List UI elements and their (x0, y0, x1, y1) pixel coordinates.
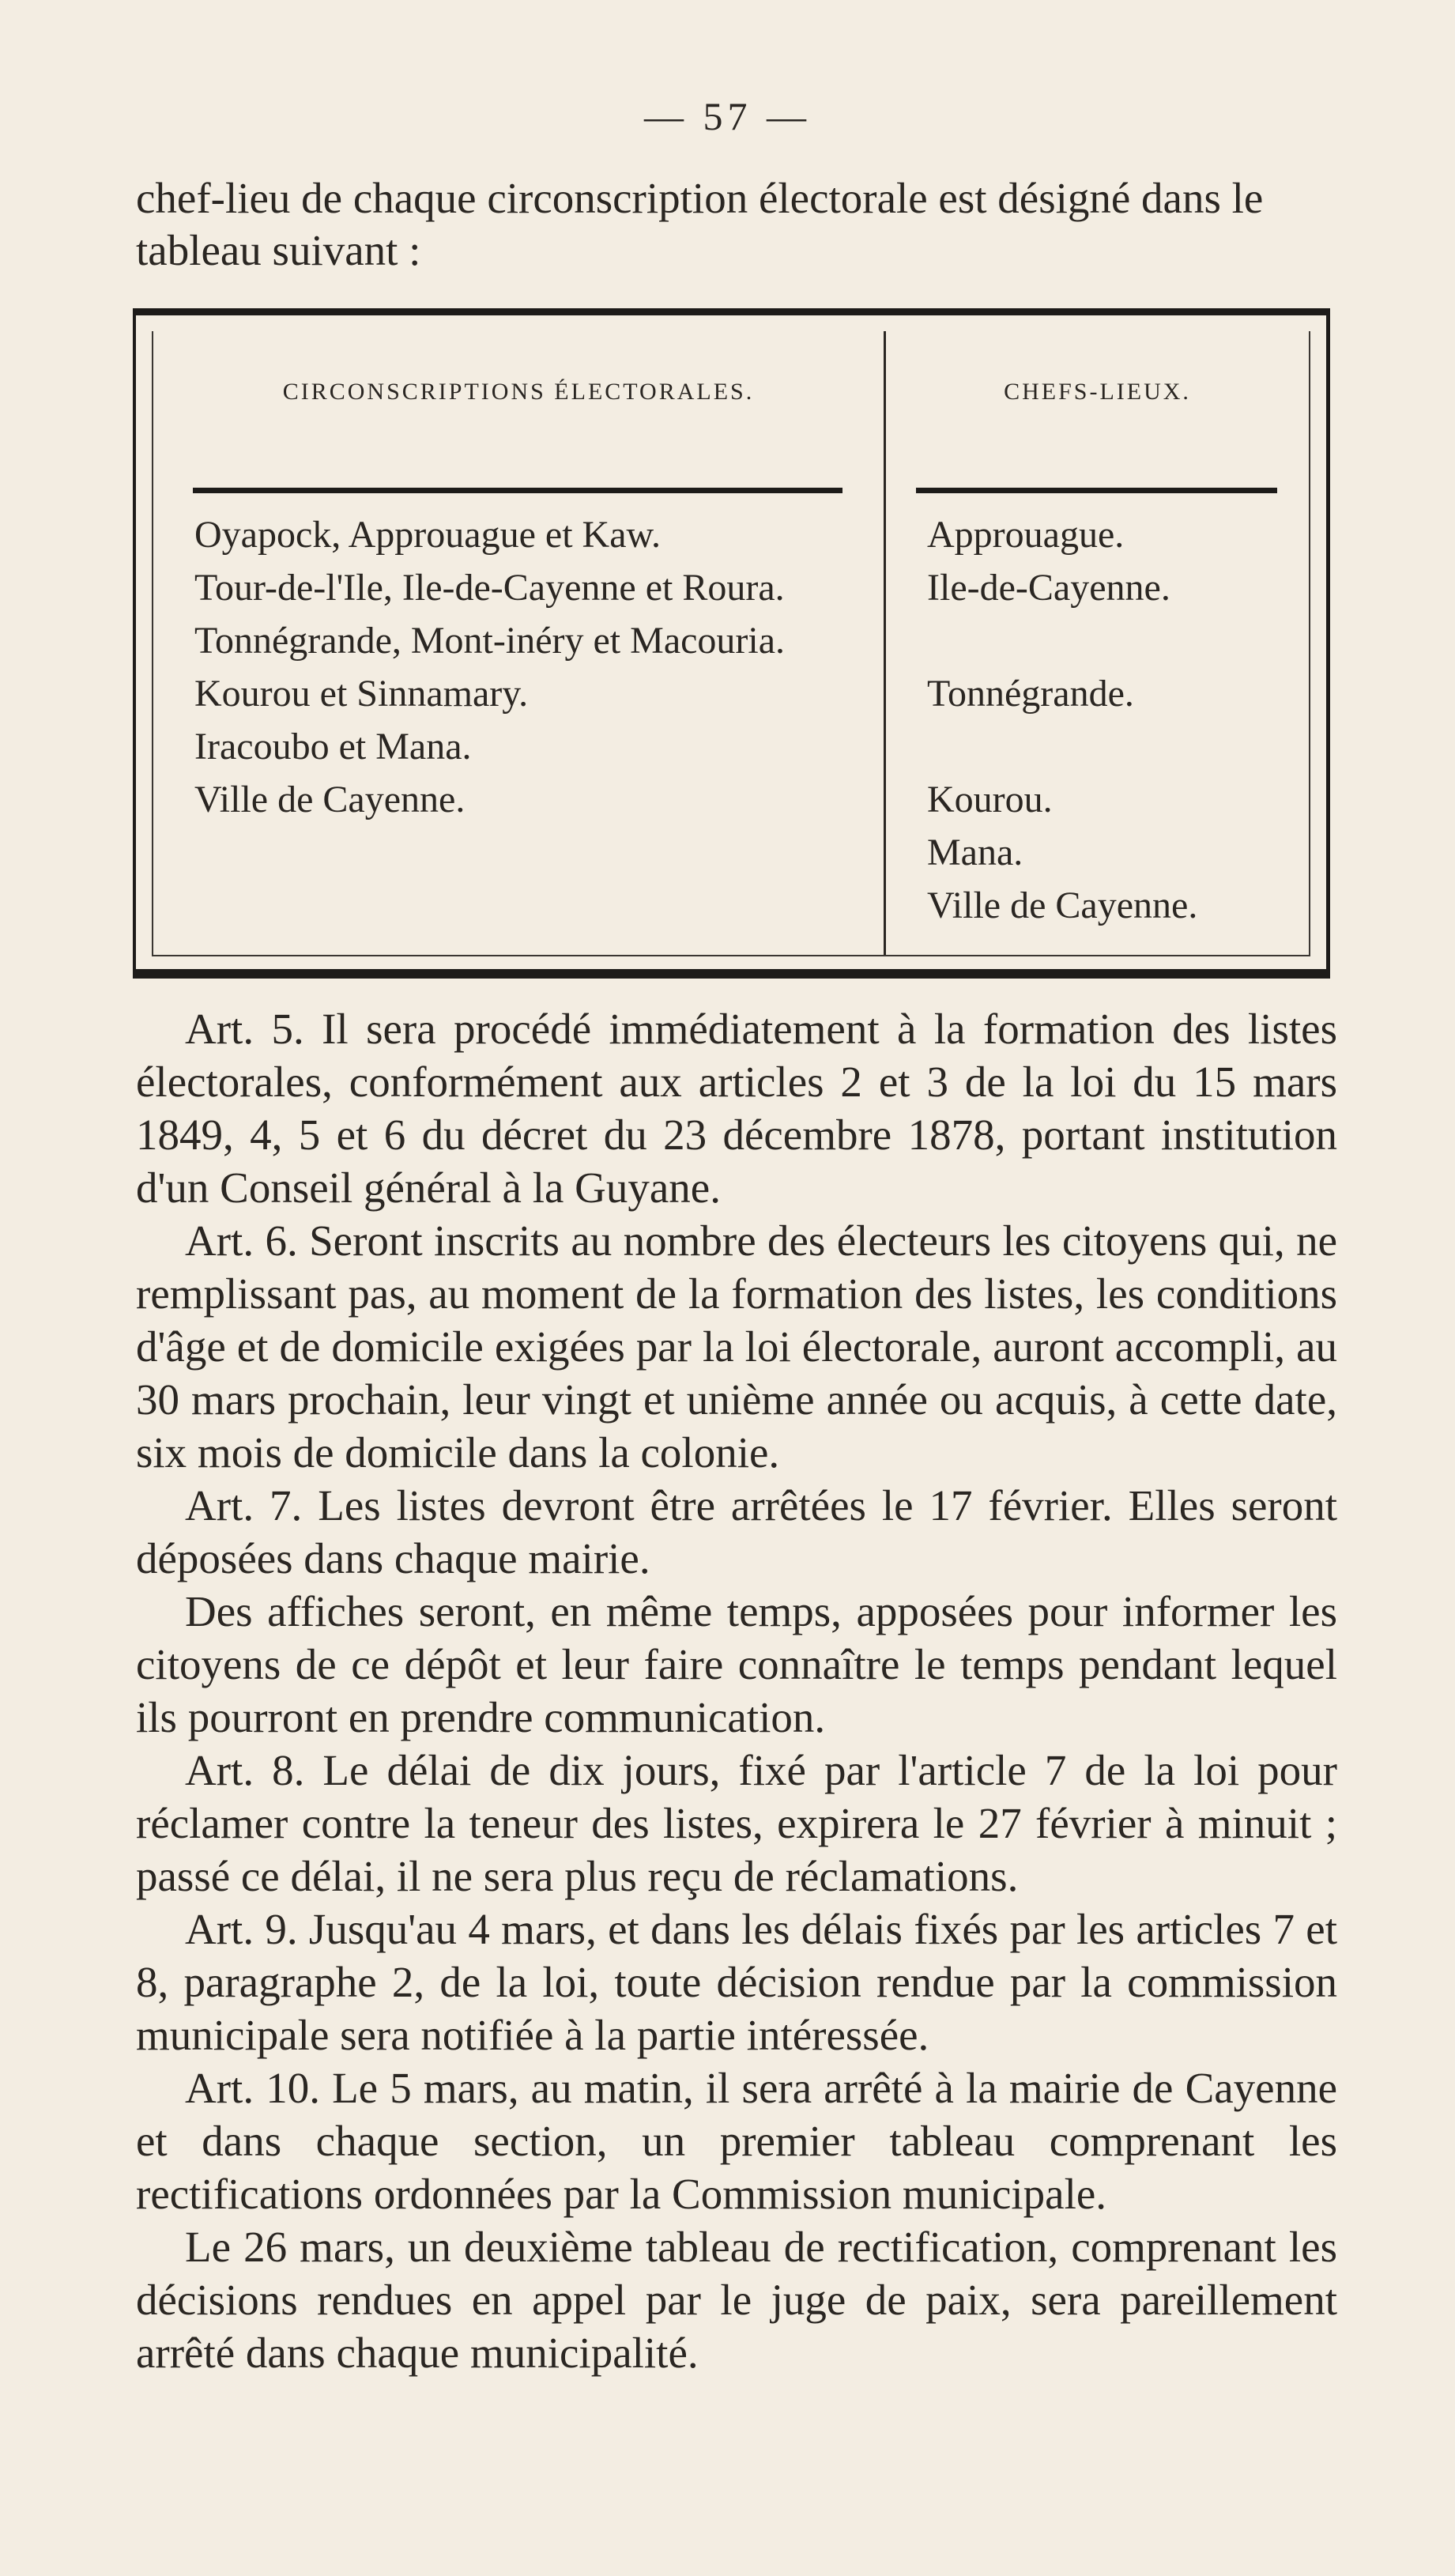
chef-lieu-row: Mana. (927, 832, 1023, 873)
chef-lieu-row: Kourou. (927, 779, 1053, 820)
articles-body (136, 1002, 1337, 2379)
header-chefs-lieux: CHEFS-LIEUX. (1004, 379, 1191, 405)
article-6-paragraph: Art. 6. Seront inscrits au nombre des électeurs les citoyens qui, ne remplissant pas, au moment de la formation des listes, les conditions d'âge et de domicile exigées par la loi électorale, auront accompli, au 30 mars prochain, leur vingt et unième année ou acquis, à cette date, six mois de domicile dans la colonie. (136, 1216, 1337, 1477)
circonscription-row: Tour-de-l'Ile, Ile-de-Cayenne et Roura. (194, 567, 785, 609)
article-9-paragraph: Art. 9. Jusqu'au 4 mars, et dans les délais fixés par les articles 7 et 8, paragraphe 2, de la loi, toute décision rendue par la commission municipale sera notifiée à la partie intéressée. (136, 1905, 1337, 2059)
article-8-paragraph: Art. 8. Le délai de dix jours, fixé par l'article 7 de la loi pour réclamer contre la teneur des listes, expirera le 27 février à minuit ; passé ce délai, il ne sera plus reçu de réclamations. (136, 1746, 1337, 1900)
circonscriptions-list (153, 513, 884, 831)
header-rule-right (916, 488, 1277, 493)
circonscription-row: Tonnégrande, Mont-inéry et Macouria. (194, 620, 786, 662)
page-number: — 57 — (644, 94, 811, 138)
column-chefs-lieux (886, 331, 1309, 955)
header-rule-left (193, 488, 842, 493)
constituency-table (133, 308, 1330, 979)
chef-lieu-row: Tonnégrande. (927, 673, 1134, 715)
circonscription-row: Ville de Cayenne. (194, 779, 466, 820)
header-circonscriptions: CIRCONSCRIPTIONS ÉLECTORALES. (282, 379, 755, 405)
circonscription-row: Iracoubo et Mana. (194, 726, 472, 768)
table-inner-frame (152, 331, 1310, 956)
chef-lieu-row: Approuague. (927, 514, 1125, 556)
column-circonscriptions (153, 331, 884, 955)
chef-lieu-row: Ville de Cayenne. (927, 884, 1198, 926)
chefs-lieux-list (886, 513, 1309, 937)
circonscription-row: Kourou et Sinnamary. (194, 673, 529, 715)
article-5-paragraph: Art. 5. Il sera procédé immédiatement à la formation des listes électorales, conformément aux articles 2 et 3 de la loi du 15 mars 1849, 4, 5 et 6 du décret du 23 décembre 1878, portant institution d'un Conseil général à la Guyane. (136, 1005, 1337, 1212)
chef-lieu-row: Ile-de-Cayenne. (927, 567, 1170, 609)
affiches-paragraph: Des affiches seront, en même temps, apposées pour informer les citoyens de ce dépôt et leur faire connaître le temps pendant lequel ils pourront en prendre communication. (136, 1587, 1337, 1741)
article-10-paragraph: Art. 10. Le 5 mars, au matin, il sera arrêté à la mairie de Cayenne et dans chaque section, un premier tableau comprenant les rectifications ordonnées par la Commission municipale. (136, 2064, 1337, 2218)
article-7-paragraph: Art. 7. Les listes devront être arrêtées le 17 février. Elles seront déposées dans chaque mairie. (136, 1481, 1337, 1582)
second-tableau-paragraph: Le 26 mars, un deuxième tableau de rectification, comprenant les décisions rendues en appel par le juge de paix, sera pareillement arrêté dans chaque municipalité. (136, 2223, 1337, 2377)
intro-text: chef-lieu de chaque circonscription électorale est désigné dans le tableau suivant : (136, 174, 1264, 274)
circonscription-row: Oyapock, Approuague et Kaw. (194, 514, 662, 556)
